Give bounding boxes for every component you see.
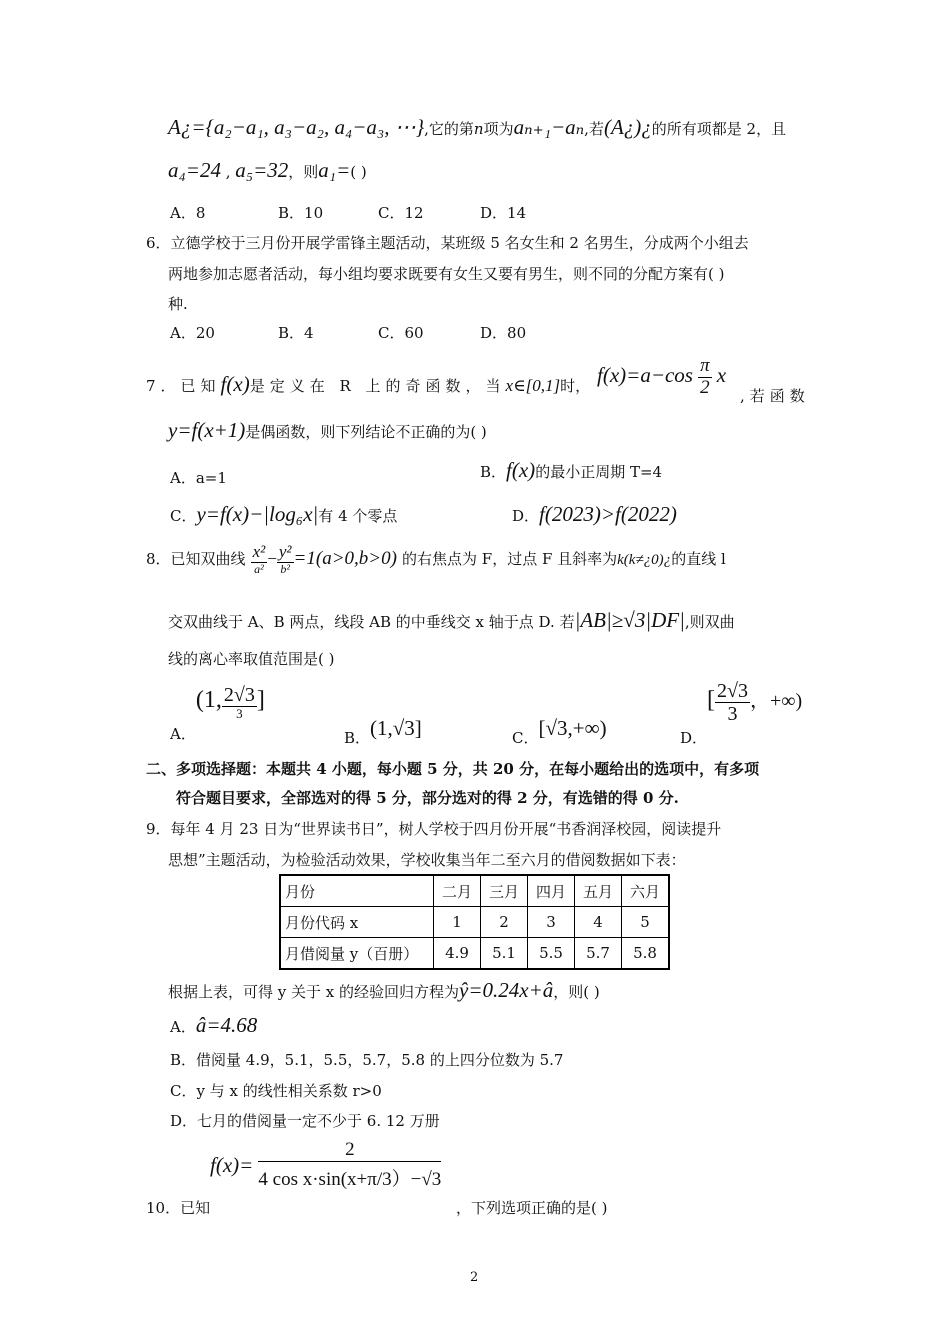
q9-option-c: C．y 与 x 的线性相关系数 r>0	[170, 1082, 382, 1100]
q9-data-table	[279, 874, 670, 970]
q6-line1: 6．立德学校于三月份开展学雷锋主题活动，某班级 5 名女生和 2 名男生，分成两个小组去	[146, 234, 749, 252]
q8-line3: 线的离心率取值范围是( )	[168, 650, 335, 668]
q5-set-formula: (A¿)¿	[603, 115, 652, 139]
q8-line2: 交双曲线于 A、B 两点，线段 AB 的中垂线交 x 轴于点 D. 若|AB|≥√3|DF|,则双曲	[168, 608, 735, 632]
q6-line3: 种.	[168, 295, 188, 313]
q9-regression-line: 根据上表，可得 y 关于 x 的经验回归方程为ŷ=0.24x+â，则( )	[168, 978, 600, 1002]
q8-option-c: C．[√3,+∞)	[512, 716, 607, 747]
q6-line2: 两地参加志愿者活动，每小组均要求既要有女生又要有男生，则不同的分配方案有( )	[168, 265, 725, 283]
q8-line1: 8．已知双曲线 $\frac{\text{x²}}{\text{a²}}$ − $\frac{\text{y²}}{\text{b²}}$ =1(a>0,b>0) 的右焦点为 F，过点 F 且斜率为k(k≠¿0)¿的直线 l	[146, 542, 726, 576]
q6-option-c: C．60	[378, 324, 424, 342]
q7-definition: f(x)=a−cos $\frac{\pi}{2}$ x	[597, 355, 727, 398]
q5-line2: a₄=24 , a₅=32，则a₁=( )	[168, 158, 367, 182]
q10-formula: f(x)= $\frac{2}{\text{4 cos x·sin(x+π/3）−√3}}$	[210, 1139, 442, 1190]
q9-option-a: A．â=4.68	[170, 1013, 258, 1037]
section2-heading-line1: 二、多项选择题：本题共 4 小题，每小题 5 分，共 20 分，在每小题给出的选项中，有多项	[146, 760, 760, 778]
q7-option-d: D．f(2023)>f(2022)	[512, 502, 677, 526]
q7-option-a: A．a=1	[170, 469, 227, 487]
q7-text-c: ,若函数	[740, 387, 810, 405]
q7-line2: y=f(x+1)是偶函数，则下列结论不正确的为( )	[168, 418, 487, 442]
q8-option-b: B．(1,√3]	[344, 716, 422, 747]
q5-line1: A¿={a₂−a₁, a₃−a₂, a₄−a₃, ⋯},它的第n项为aₙ₊₁−aₙ,若(A¿)¿的所有项都是 2，且	[168, 115, 787, 139]
q8-option-d: D．[ $\frac{2√3}{3}$ ，+∞)	[680, 680, 803, 747]
q7-line1: 7．已知f(x)是定义在 R 上的奇函数，当x∈[0,1]时，	[146, 372, 591, 396]
q7-option-b: B．f(x)的最小正周期 T=4	[480, 458, 663, 482]
q9-option-b: B．借阅量 4.9，5.1，5.5，5.7，5.8 的上四分位数为 5.7	[170, 1051, 564, 1069]
section2-heading-line2: 符合题目要求，全部选对的得 5 分，部分选对的得 2 分，有选错的得 0 分.	[176, 789, 679, 807]
q6-option-d: D．80	[480, 324, 527, 342]
q9-line1: 9．每年 4 月 23 日为“世界读书日”，树人学校于四月份开展“书香润泽校园，阅读提升	[146, 820, 722, 838]
table-row: 月份代码 x 1 2 3 4 5	[280, 907, 669, 938]
q8-option-a: A．(1, $\frac{2√3}{3}$ ]	[170, 684, 265, 744]
q5-sequence-formula: A¿={a₂−a₁, a₃−a₂, a₄−a₃, ⋯}	[168, 115, 425, 139]
q5-option-a: A．8	[170, 204, 206, 222]
q6-option-a: A．20	[170, 324, 215, 342]
table-row: 月借阅量 y（百册） 4.9 5.1 5.5 5.7 5.8	[280, 938, 669, 970]
q6-option-b: B．4	[278, 324, 314, 342]
q5-term-formula: aₙ₊₁−aₙ	[513, 115, 585, 139]
q9-option-d: D．七月的借阅量一定不少于 6. 12 万册	[170, 1112, 440, 1130]
q5-option-d: D．14	[480, 204, 527, 222]
page-number: 2	[470, 1270, 479, 1285]
q9-line2: 思想”主题活动，为检验活动效果，学校收集当年二至六月的借阅数据如下表：	[168, 851, 686, 869]
q10-label: 10．已知	[146, 1199, 211, 1217]
q5-option-c: C．12	[378, 204, 424, 222]
q10-text: ，下列选项正确的是( )	[456, 1199, 608, 1217]
table-row: 月份 二月 三月 四月 五月 六月	[280, 875, 669, 907]
q5-option-b: B．10	[278, 204, 324, 222]
q7-option-c: C．y=f(x)−|log₆x|有 4 个零点	[170, 502, 398, 526]
